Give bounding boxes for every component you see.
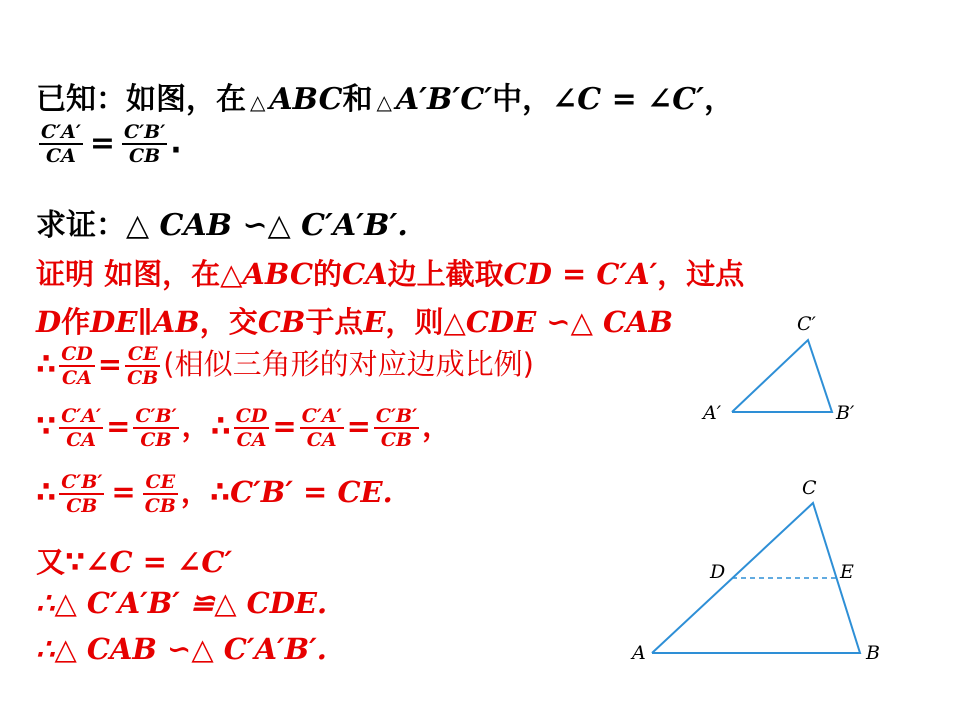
proof-line-6: 又∵∠C = ∠C′ [36, 545, 233, 579]
label-d: D [710, 561, 726, 583]
label-b: B [866, 642, 880, 664]
given-label: 已知： [36, 82, 126, 117]
proof-line-3: ∴ $\frac{CD}{CA}$ = $\frac{CE}{CB}$ (相似三角形的对应边成比例) [36, 343, 534, 389]
proof-line-1: 证明 如图，在△ABC的CA边上截取CD = C′A′，过点 [36, 257, 745, 291]
proof-line-5: ∴ $\frac{C'B'}{CB}$ = $\frac{CE}{CB}$ ，∴C′B′ = CE. [36, 471, 393, 517]
label-e: E [840, 561, 854, 583]
label-c: C [802, 477, 817, 499]
proof-line-7: ∴△ C′A′B′ ≌△ CDE. [36, 586, 328, 620]
small-triangle [701, 313, 855, 424]
large-triangle [630, 477, 880, 664]
angle-equality: ∠C = ∠C′ [552, 82, 705, 117]
triangle-abc-prime: A′B′C′ [395, 82, 493, 117]
label-c-prime: C′ [797, 313, 816, 335]
prove-label: 求证： [36, 208, 126, 243]
proof-line-8: ∴△ CAB ∽△ C′A′B′. [36, 632, 327, 666]
ratio-fraction-1: $\frac{C'A'}{CA}$ [41, 121, 81, 167]
proof-line-4: ∵ $\frac{C'A'}{CA}$ = $\frac{C'B'}{CB}$ ，∴ $\frac{CD}{CA}$ = $\frac{C'A'}{CA}$ = $\frac{C'B'}{CB}$ ， [36, 405, 452, 451]
given-line-1: 已知：如图，在 △ ABC和 △ A′B′C′中，∠C = ∠C′， [36, 82, 735, 117]
given-ratio-line: $\frac{C'A'}{CA}$ = $\frac{C'B'}{CB}$ . [41, 121, 182, 167]
prove-statement: △ CAB ∽△ C′A′B′. [126, 208, 408, 243]
triangle-abc: ABC [269, 82, 343, 117]
small-triangle-edges [732, 340, 832, 412]
ratio-fraction-2: $\frac{C'B'}{CB}$ [124, 121, 166, 167]
proof-line-2: D作DE∥AB，交CB于点E，则△CDE ∽△ CAB [36, 305, 674, 339]
label-a-prime: A′ [703, 402, 722, 424]
label-b-prime: B′ [836, 402, 855, 424]
label-a: A [632, 642, 646, 664]
large-triangle-edges [652, 503, 860, 653]
